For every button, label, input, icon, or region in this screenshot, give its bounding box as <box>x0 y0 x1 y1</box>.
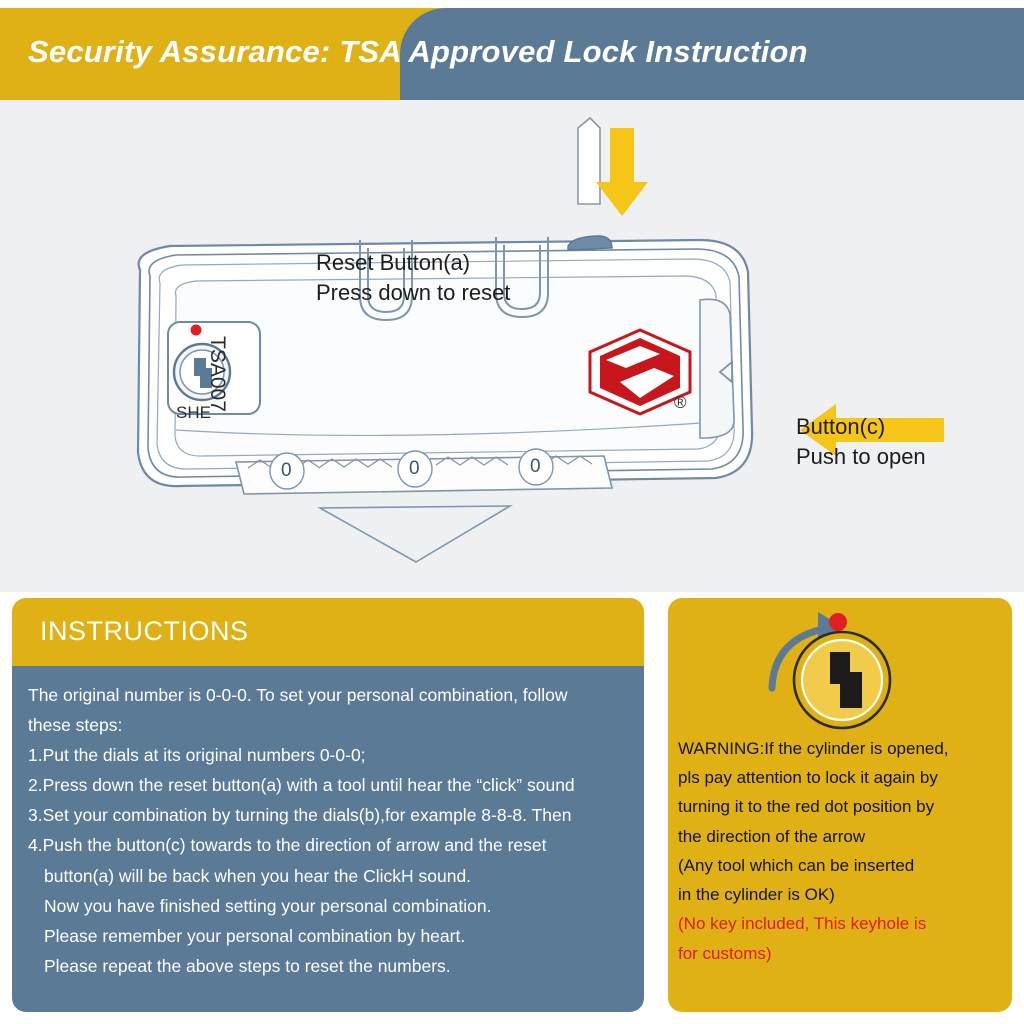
warning-line: turning it to the red dot position by <box>678 797 935 817</box>
reset-button-label-line2: Press down to reset <box>316 279 511 305</box>
instructions-panel <box>12 598 644 1012</box>
lock-diagram <box>0 100 1024 592</box>
lock-code-label: TSA007 <box>206 336 229 412</box>
instructions-tail-line: Please repeat the above steps to reset the numbers. <box>44 955 451 976</box>
instructions-step: 2.Press down the reset button(a) with a tool until hear the “click” sound <box>28 775 575 796</box>
button-c-label-line2: Push to open <box>796 443 926 469</box>
button-c-label-line1: Button(c) <box>796 414 886 439</box>
instructions-body <box>12 666 644 1012</box>
reset-button-label <box>316 248 510 307</box>
page-header <box>0 8 1024 100</box>
warning-line: the direction of the arrow <box>678 826 866 846</box>
warning-line: in the cylinder is OK) <box>678 885 835 905</box>
instructions-tail-line: button(a) will be back when you hear the ClickH sound. <box>44 865 472 886</box>
dial-digit-1: 0 <box>281 460 292 481</box>
instructions-tail-line: Now you have finished setting your personal combination. <box>44 895 492 916</box>
warning-red-line: (No key included, This keyhole is <box>678 914 927 934</box>
warning-red-line: for customs) <box>678 943 772 963</box>
instructions-header <box>12 598 644 666</box>
instructions-intro-line1: The original number is 0-0-0. To set your personal combination, follow <box>28 685 568 705</box>
instructions-step: 1.Put the dials at its original numbers 0-0-0; <box>28 745 366 766</box>
warning-line: WARNING:If the cylinder is opened, <box>678 739 949 758</box>
warning-text <box>678 734 1008 968</box>
registered-mark: ® <box>674 393 687 412</box>
instructions-step: 4.Push the button(c) towards to the direction of arrow and the reset <box>28 835 547 856</box>
lock-brand-label: SHE <box>176 403 211 422</box>
instructions-step: 3.Set your combination by turning the dials(b),for example 8-8-8. Then <box>28 805 572 826</box>
arrow-icons <box>0 100 1024 592</box>
warning-line: pls pay attention to lock it again by <box>678 768 938 788</box>
instructions-tail-line: Please remember your personal combination by heart. <box>44 925 466 946</box>
dial-digit-3: 0 <box>530 456 541 477</box>
instructions-intro-line2: these steps: <box>28 715 123 736</box>
page-title: Security Assurance: TSA Approved Lock Instruction <box>28 34 808 69</box>
reset-button-label-line1: Reset Button(a) <box>316 250 471 275</box>
warning-panel <box>668 598 1012 1012</box>
warning-line: (Any tool which can be inserted <box>678 855 915 875</box>
button-c-label <box>796 412 926 471</box>
dial-digit-2: 0 <box>409 458 420 479</box>
instructions-title: INSTRUCTIONS <box>40 616 249 646</box>
